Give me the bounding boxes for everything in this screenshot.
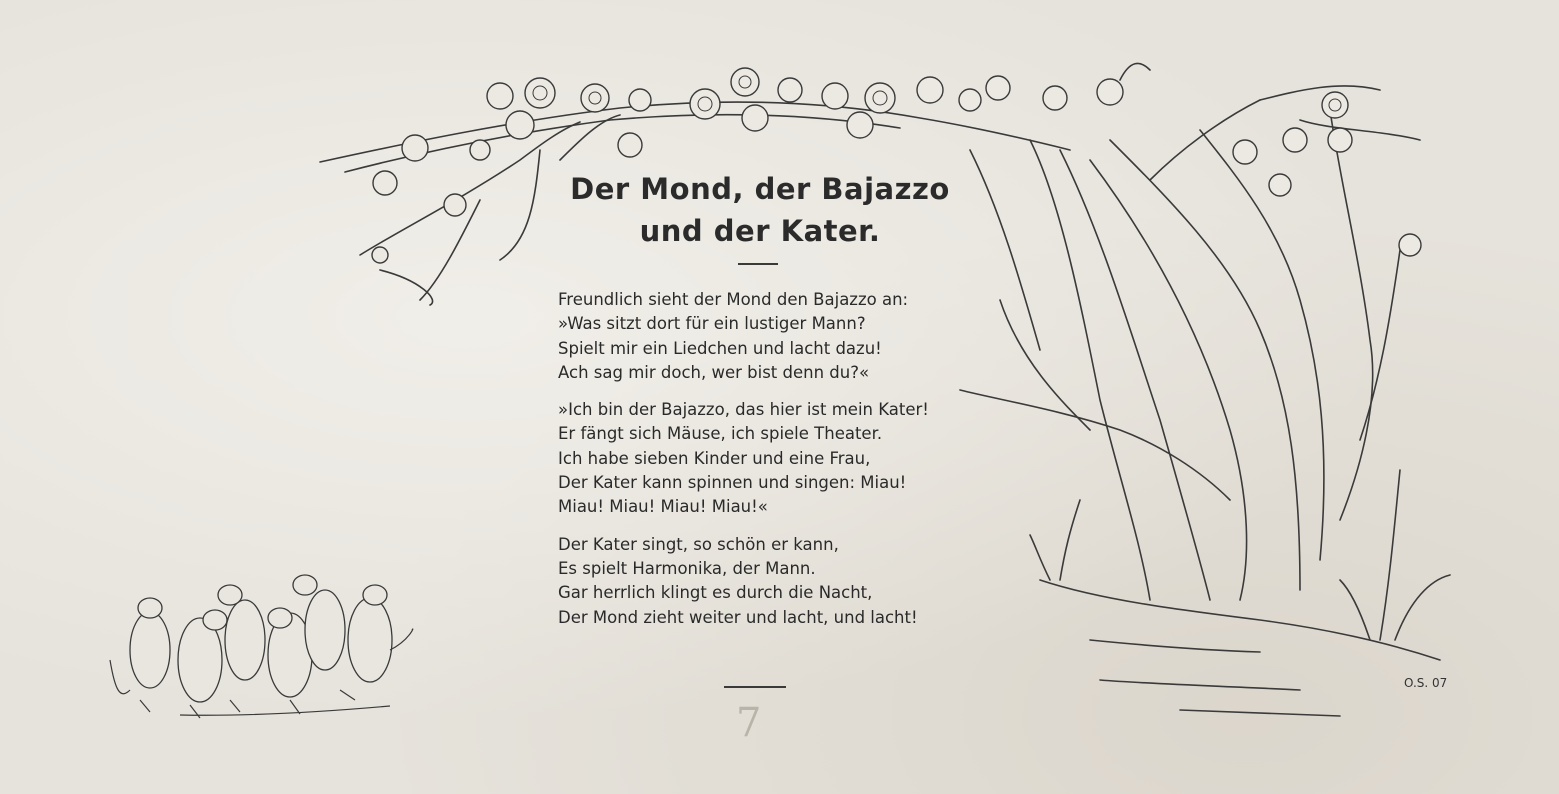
poem-line: »Was sitzt dort für ein lustiger Mann? (558, 314, 866, 334)
poem-line: Ich habe sieben Kinder und eine Frau, (558, 448, 871, 468)
title-divider (738, 263, 778, 265)
title-line-2: und der Kater. (639, 214, 881, 248)
poem-line: Spielt mir ein Liedchen und lacht dazu! (558, 338, 882, 358)
poem-line: Ach sag mir doch, wer bist denn du?« (558, 362, 870, 382)
page-number: 7 (736, 700, 762, 746)
poem-line: Freundlich sieht der Mond den Bajazzo an: (558, 290, 909, 309)
poem-line: Er fängt sich Mäuse, ich spiele Theater. (558, 424, 883, 444)
artist-signature: O.S. 07 (1404, 676, 1448, 690)
stanza-2 (558, 398, 978, 519)
stanza-3 (558, 533, 978, 630)
dancing-mice-illustration (130, 575, 392, 702)
poem-line: »Ich bin der Bajazzo, das hier ist mein Kater! (558, 400, 929, 420)
end-divider (724, 686, 786, 688)
poem-line: Miau! Miau! Miau! Miau!« (558, 497, 768, 517)
poem-title (520, 168, 1000, 252)
stanza-1 (558, 288, 978, 385)
poem-line: Gar herrlich klingt es durch die Nacht, (558, 583, 873, 603)
poem-body (558, 288, 978, 643)
poem-line: Der Kater kann spinnen und singen: Miau! (558, 473, 907, 493)
poem-line: Der Kater singt, so schön er kann, (558, 534, 839, 554)
poem-line: Der Mond zieht weiter und lacht, und lacht! (558, 607, 918, 627)
title-line-1: Der Mond, der Bajazzo (570, 172, 950, 206)
poem-line: Es spielt Harmonika, der Mann. (558, 558, 816, 578)
